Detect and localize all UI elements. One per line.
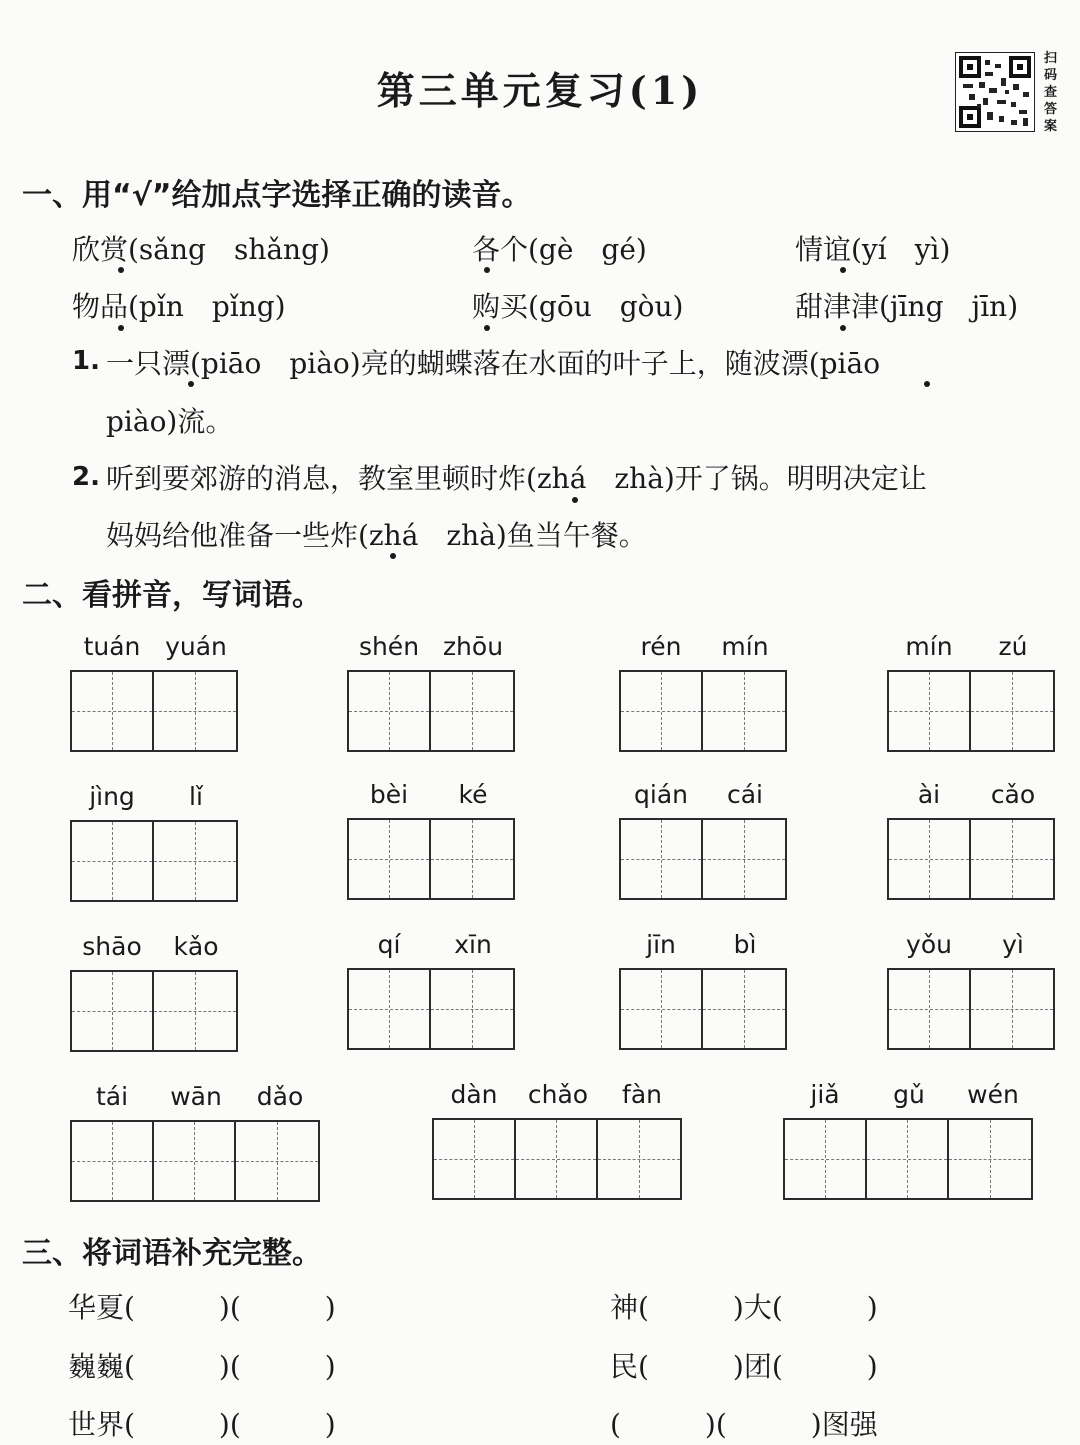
emphasis-dot — [484, 325, 490, 331]
writing-cell[interactable] — [349, 820, 431, 898]
pinyin-label: jiǎ — [810, 1080, 840, 1109]
writing-grid[interactable] — [70, 1120, 320, 1202]
writing-cell[interactable] — [703, 970, 785, 1048]
pinyin-label: mín — [721, 632, 769, 661]
writing-cell[interactable] — [349, 672, 431, 750]
pinyin-label: shén — [358, 632, 420, 661]
reading-item-tianjinjin: 甜津津(jīng jīn) — [795, 290, 1019, 323]
writing-cell[interactable] — [236, 1122, 318, 1200]
pinyin-label: dàn — [450, 1080, 498, 1109]
pinyin-label: tuán — [83, 632, 141, 661]
writing-cell[interactable] — [621, 672, 703, 750]
fill-item-tuqiang: ( )( )图强 — [610, 1408, 878, 1441]
pinyin-label: xīn — [454, 930, 492, 959]
pinyin-label: yǒu — [906, 930, 952, 959]
pinyin-label: ké — [458, 780, 488, 809]
emphasis-dot — [118, 267, 124, 273]
pinyin-label: yì — [1002, 930, 1024, 959]
writing-cell[interactable] — [431, 672, 513, 750]
emphasis-dot — [188, 381, 194, 387]
section2-heading: 二、看拼音，写词语。 — [22, 578, 322, 613]
pinyin-label: dǎo — [256, 1082, 304, 1111]
writing-grid[interactable] — [619, 818, 787, 900]
pinyin-label: rén — [640, 632, 682, 661]
writing-cell[interactable] — [971, 820, 1053, 898]
writing-cell[interactable] — [889, 820, 971, 898]
writing-cell[interactable] — [154, 672, 236, 750]
writing-cell[interactable] — [516, 1120, 598, 1198]
pinyin-label: bì — [733, 930, 757, 959]
pinyin-label: wén — [967, 1080, 1019, 1109]
section3-heading: 三、将词语补充完整。 — [22, 1236, 322, 1271]
writing-grid[interactable] — [70, 970, 238, 1052]
pinyin-label: zhōu — [442, 632, 504, 661]
writing-grid[interactable] — [70, 670, 238, 752]
page-title: 第三单元复习(1) — [376, 68, 704, 113]
pinyin-label: yuán — [165, 632, 227, 661]
writing-grid[interactable] — [432, 1118, 682, 1200]
pinyin-label: zú — [998, 632, 1028, 661]
writing-cell[interactable] — [889, 970, 971, 1048]
pinyin-label: kǎo — [173, 932, 219, 961]
pinyin-label: cǎo — [990, 780, 1036, 809]
writing-grid[interactable] — [887, 818, 1055, 900]
reading-item-qingyi: 情谊(yí yì) — [795, 233, 951, 266]
writing-cell[interactable] — [949, 1120, 1031, 1198]
writing-cell[interactable] — [703, 820, 785, 898]
fill-item-mintuan: 民( )团( ) — [610, 1350, 878, 1383]
question-1-number: 1. — [72, 346, 100, 376]
question-2-number: 2. — [72, 462, 100, 492]
pinyin-label: gǔ — [893, 1080, 925, 1109]
emphasis-dot — [840, 325, 846, 331]
pinyin-label: bèi — [369, 780, 409, 809]
writing-grid[interactable] — [619, 968, 787, 1050]
writing-cell[interactable] — [971, 970, 1053, 1048]
pinyin-label: ài — [917, 780, 941, 809]
writing-cell[interactable] — [598, 1120, 680, 1198]
fill-item-shijie: 世界( )( ) — [68, 1408, 336, 1441]
writing-cell[interactable] — [431, 970, 513, 1048]
emphasis-dot — [572, 497, 578, 503]
pinyin-label: mín — [905, 632, 953, 661]
fill-item-huaxia: 华夏( )( ) — [68, 1291, 336, 1324]
writing-cell[interactable] — [154, 972, 236, 1050]
writing-cell[interactable] — [154, 822, 236, 900]
pinyin-label: cái — [726, 780, 763, 809]
reading-item-xinshang: 欣赏(sǎng shǎng) — [72, 233, 330, 266]
writing-grid[interactable] — [887, 968, 1055, 1050]
writing-cell[interactable] — [867, 1120, 949, 1198]
writing-cell[interactable] — [434, 1120, 516, 1198]
question-1-line-1: 一只漂(piāo piào)亮的蝴蝶落在水面的叶子上，随波漂(piāo — [106, 347, 881, 380]
writing-cell[interactable] — [72, 1122, 154, 1200]
pinyin-label: chǎo — [527, 1080, 589, 1109]
pinyin-label: lǐ — [189, 782, 203, 811]
writing-cell[interactable] — [889, 672, 971, 750]
writing-grid[interactable] — [887, 670, 1055, 752]
writing-cell[interactable] — [431, 820, 513, 898]
qr-code — [955, 52, 1035, 132]
pinyin-label: fàn — [622, 1080, 662, 1109]
writing-grid[interactable] — [70, 820, 238, 902]
writing-cell[interactable] — [349, 970, 431, 1048]
reading-item-goumai: 购买(gōu gòu) — [472, 290, 684, 323]
reading-item-gege: 各个(gè gé) — [472, 233, 647, 266]
question-2-line-1: 听到要郊游的消息，教室里顿时炸(zhá zhà)开了锅。明明决定让 — [106, 462, 927, 495]
writing-cell[interactable] — [621, 970, 703, 1048]
emphasis-dot — [924, 381, 930, 387]
question-2-line-2: 妈妈给他准备一些炸(zhá zhà)鱼当午餐。 — [106, 519, 647, 552]
writing-grid[interactable] — [619, 670, 787, 752]
pinyin-label: wān — [170, 1082, 222, 1111]
writing-grid[interactable] — [347, 968, 515, 1050]
question-1-line-2: piào)流。 — [106, 405, 234, 438]
writing-grid[interactable] — [347, 818, 515, 900]
writing-cell[interactable] — [72, 822, 154, 900]
fill-item-shenda: 神( )大( ) — [610, 1291, 878, 1324]
emphasis-dot — [118, 325, 124, 331]
writing-cell[interactable] — [154, 1122, 236, 1200]
pinyin-label: jīn — [646, 930, 676, 959]
pinyin-label: jìng — [89, 782, 135, 811]
writing-cell[interactable] — [621, 820, 703, 898]
writing-grid[interactable] — [783, 1118, 1033, 1200]
pinyin-label: shāo — [82, 932, 142, 961]
reading-item-wupin: 物品(pǐn pǐng) — [72, 290, 286, 323]
writing-cell[interactable] — [971, 672, 1053, 750]
pinyin-label: tái — [95, 1082, 129, 1111]
writing-cell[interactable] — [703, 672, 785, 750]
fill-item-weiwei: 巍巍( )( ) — [68, 1350, 336, 1383]
pinyin-label: qián — [634, 780, 688, 809]
writing-cell[interactable] — [785, 1120, 867, 1198]
section1-heading: 一、用“√”给加点字选择正确的读音。 — [22, 178, 532, 213]
writing-grid[interactable] — [347, 670, 515, 752]
emphasis-dot — [484, 267, 490, 273]
writing-cell[interactable] — [72, 972, 154, 1050]
qr-label: 扫码查答案 — [1044, 51, 1058, 134]
emphasis-dot — [390, 553, 396, 559]
writing-cell[interactable] — [72, 672, 154, 750]
emphasis-dot — [840, 267, 846, 273]
pinyin-label: qí — [377, 930, 401, 959]
